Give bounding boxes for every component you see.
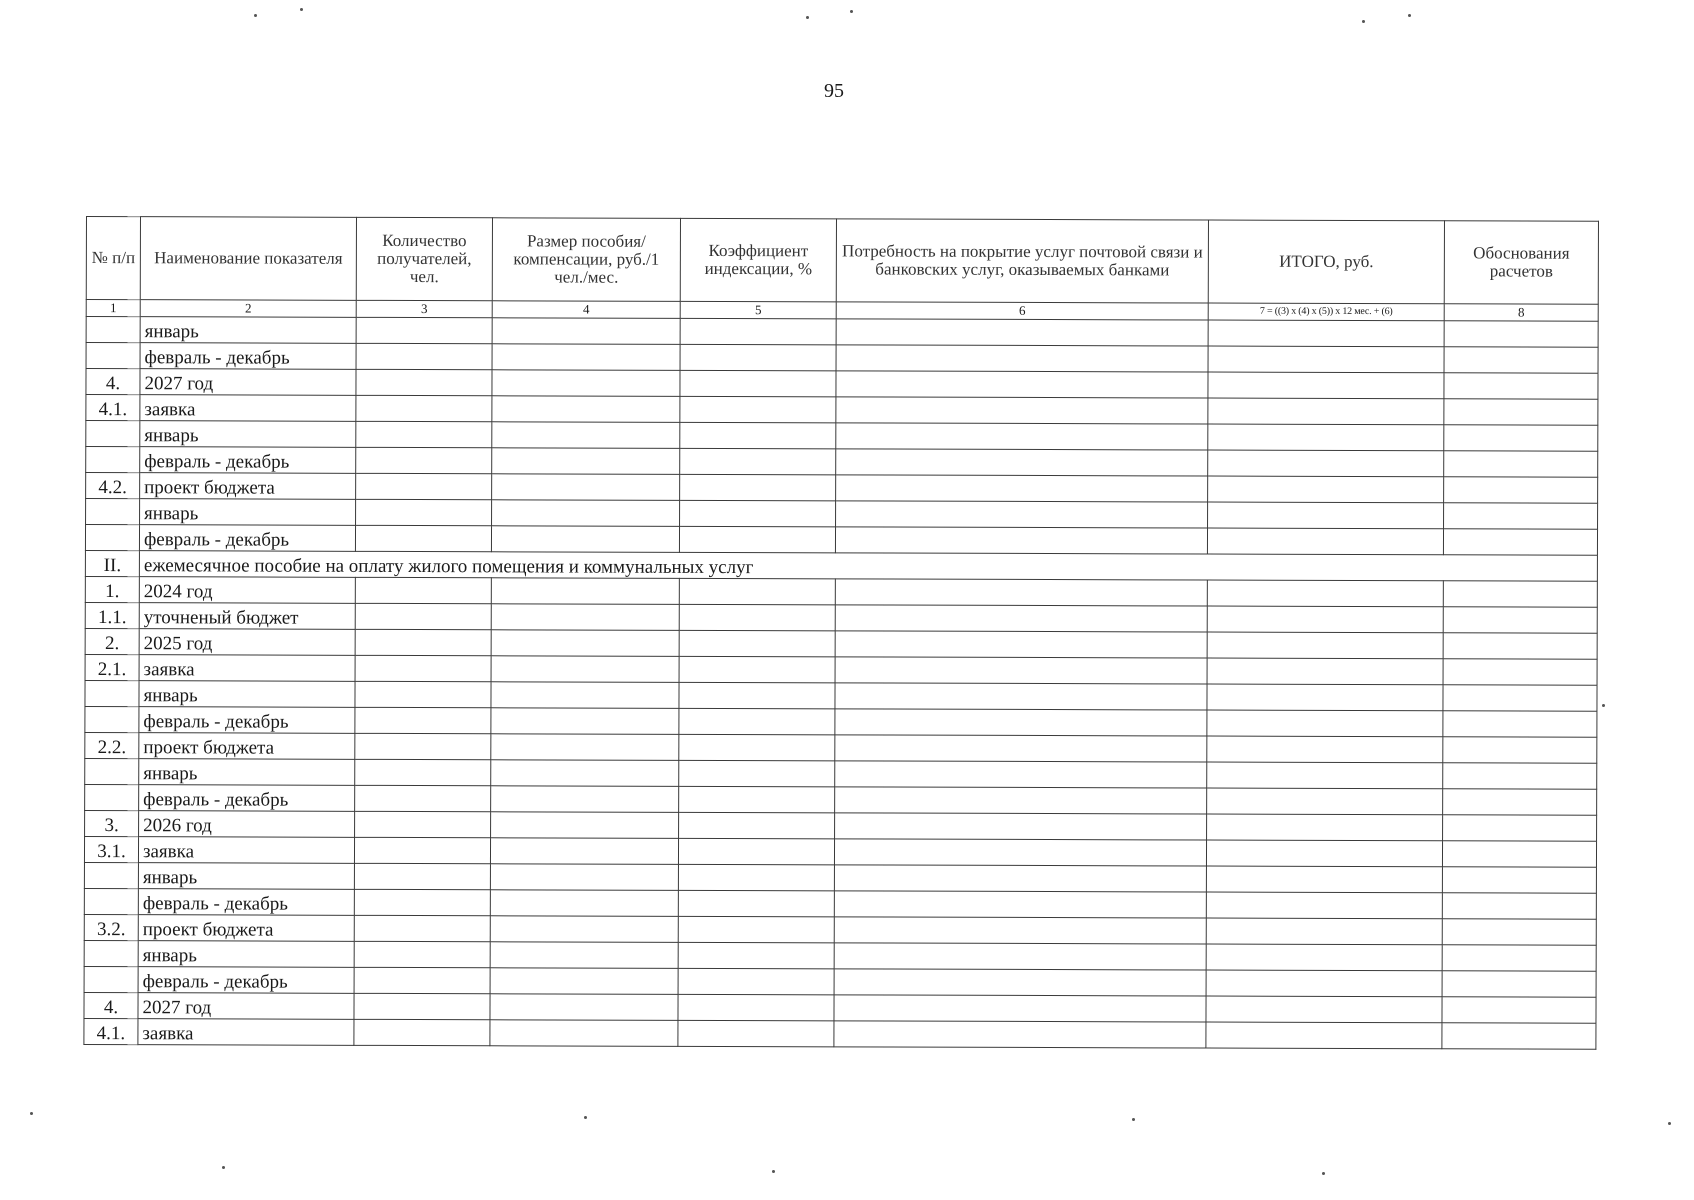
empty-value-cell bbox=[1208, 424, 1444, 451]
row-number-cell: 2.1. bbox=[85, 654, 139, 680]
empty-value-cell bbox=[1206, 866, 1442, 893]
empty-value-cell bbox=[491, 760, 679, 787]
indicator-name-cell: февраль - декабрь bbox=[139, 525, 355, 552]
empty-value-cell bbox=[836, 475, 1208, 502]
empty-value-cell bbox=[1207, 684, 1443, 711]
header-cell: Размер пособия/компенсации, руб./1 чел./мес. bbox=[492, 218, 680, 302]
empty-value-cell bbox=[354, 889, 490, 915]
column-number: 8 bbox=[1444, 304, 1598, 321]
table-row bbox=[84, 1018, 1596, 1049]
empty-value-cell bbox=[491, 786, 679, 813]
indicator-name-cell: январь bbox=[140, 317, 356, 344]
empty-value-cell bbox=[835, 631, 1207, 658]
empty-value-cell bbox=[679, 734, 835, 760]
row-number-cell: 3.1. bbox=[84, 836, 138, 862]
header-row bbox=[86, 217, 1598, 305]
budget-calculation-table bbox=[83, 216, 1599, 1050]
empty-value-cell bbox=[834, 839, 1206, 866]
empty-value-cell bbox=[680, 370, 836, 396]
empty-value-cell bbox=[354, 863, 490, 889]
empty-value-cell bbox=[836, 371, 1208, 398]
empty-value-cell bbox=[356, 421, 492, 447]
empty-value-cell bbox=[679, 708, 835, 734]
scan-speck bbox=[1602, 704, 1605, 707]
empty-value-cell bbox=[680, 448, 836, 474]
empty-value-cell bbox=[678, 942, 834, 968]
indicator-name-cell: проект бюджета bbox=[138, 915, 354, 942]
empty-value-cell bbox=[680, 344, 836, 370]
empty-value-cell bbox=[836, 397, 1208, 424]
empty-value-cell bbox=[355, 707, 491, 733]
row-number-cell bbox=[85, 525, 139, 551]
empty-value-cell bbox=[355, 785, 491, 811]
row-number-cell: 1.1. bbox=[85, 602, 139, 628]
empty-value-cell bbox=[355, 759, 491, 785]
empty-value-cell bbox=[1442, 867, 1596, 893]
empty-value-cell bbox=[492, 500, 680, 527]
empty-value-cell bbox=[1208, 476, 1444, 503]
empty-value-cell bbox=[491, 578, 679, 605]
empty-value-cell bbox=[355, 655, 491, 681]
indicator-name-cell: 2027 год bbox=[138, 993, 354, 1020]
indicator-name-cell: январь bbox=[140, 499, 356, 526]
table-body bbox=[84, 317, 1598, 1050]
empty-value-cell bbox=[356, 395, 492, 421]
empty-value-cell bbox=[356, 499, 492, 525]
empty-value-cell bbox=[835, 787, 1207, 814]
empty-value-cell bbox=[1443, 737, 1597, 763]
empty-value-cell bbox=[490, 942, 678, 969]
row-number-cell bbox=[86, 447, 140, 473]
empty-value-cell bbox=[355, 603, 491, 629]
empty-value-cell bbox=[492, 448, 680, 475]
empty-value-cell bbox=[356, 317, 492, 343]
empty-value-cell bbox=[1442, 971, 1596, 997]
empty-value-cell bbox=[354, 993, 490, 1019]
empty-value-cell bbox=[679, 604, 835, 630]
indicator-name-cell: февраль - декабрь bbox=[140, 343, 356, 370]
section-title-cell: ежемесячное пособие на оплату жилого помещения и коммунальных услуг bbox=[139, 551, 1597, 582]
scan-speck bbox=[584, 1116, 587, 1119]
empty-value-cell bbox=[354, 967, 490, 993]
empty-value-cell bbox=[834, 891, 1206, 918]
empty-value-cell bbox=[356, 369, 492, 395]
empty-value-cell bbox=[679, 630, 835, 656]
empty-value-cell bbox=[354, 837, 490, 863]
empty-value-cell bbox=[679, 786, 835, 812]
empty-value-cell bbox=[1206, 996, 1442, 1023]
empty-value-cell bbox=[356, 343, 492, 369]
empty-value-cell bbox=[491, 526, 679, 553]
row-number-cell: 4. bbox=[84, 992, 138, 1018]
empty-value-cell bbox=[834, 995, 1206, 1022]
scan-speck bbox=[1668, 1122, 1671, 1125]
empty-value-cell bbox=[355, 525, 491, 551]
empty-value-cell bbox=[490, 916, 678, 943]
scan-speck bbox=[30, 1112, 33, 1115]
empty-value-cell bbox=[355, 681, 491, 707]
empty-value-cell bbox=[836, 423, 1208, 450]
indicator-name-cell: февраль - декабрь bbox=[138, 967, 354, 994]
empty-value-cell bbox=[678, 1020, 834, 1046]
indicator-name-cell: 2027 год bbox=[140, 369, 356, 396]
empty-value-cell bbox=[1206, 1022, 1442, 1049]
scan-speck bbox=[300, 8, 303, 11]
row-number-cell: 3. bbox=[85, 810, 139, 836]
row-number-cell: 4. bbox=[86, 369, 140, 395]
empty-value-cell bbox=[1208, 502, 1444, 529]
empty-value-cell bbox=[836, 319, 1208, 346]
row-number-cell bbox=[84, 862, 138, 888]
empty-value-cell bbox=[834, 865, 1206, 892]
row-number-cell bbox=[86, 317, 140, 343]
empty-value-cell bbox=[1442, 945, 1596, 971]
header-cell: Коэффициент индексации, % bbox=[680, 218, 836, 301]
empty-value-cell bbox=[1207, 580, 1443, 607]
scan-speck bbox=[1132, 1118, 1135, 1121]
empty-value-cell bbox=[835, 813, 1207, 840]
indicator-name-cell: заявка bbox=[140, 395, 356, 422]
empty-value-cell bbox=[1444, 347, 1598, 373]
indicator-name-cell: февраль - декабрь bbox=[140, 447, 356, 474]
empty-value-cell bbox=[492, 396, 680, 423]
indicator-name-cell: январь bbox=[139, 681, 355, 708]
column-number: 2 bbox=[140, 300, 356, 318]
scan-speck bbox=[1322, 1172, 1325, 1175]
column-number-formula: 7 = ((3) x (4) x (5)) x 12 мес. + (6) bbox=[1208, 303, 1444, 321]
indicator-name-cell: январь bbox=[140, 421, 356, 448]
column-number: 3 bbox=[356, 300, 492, 317]
empty-value-cell bbox=[1208, 320, 1444, 347]
row-number-cell bbox=[86, 343, 140, 369]
empty-value-cell bbox=[1443, 607, 1597, 633]
table-row bbox=[85, 550, 1597, 581]
column-number: 1 bbox=[86, 300, 140, 317]
empty-value-cell bbox=[835, 761, 1207, 788]
header-cell: ИТОГО, руб. bbox=[1208, 220, 1444, 304]
column-number: 6 bbox=[836, 302, 1208, 320]
empty-value-cell bbox=[1442, 997, 1596, 1023]
scan-speck bbox=[772, 1170, 775, 1173]
row-number-cell: II. bbox=[85, 550, 139, 576]
header-cell: Обоснования расчетов bbox=[1444, 221, 1598, 304]
indicator-name-cell: заявка bbox=[139, 655, 355, 682]
row-number-cell: 1. bbox=[85, 576, 139, 602]
row-number-cell bbox=[84, 966, 138, 992]
header-cell: № п/п bbox=[86, 217, 140, 300]
empty-value-cell bbox=[1207, 658, 1443, 685]
empty-value-cell bbox=[836, 345, 1208, 372]
indicator-name-cell: заявка bbox=[138, 837, 354, 864]
row-number-cell: 3.2. bbox=[84, 914, 138, 940]
row-number-cell bbox=[85, 680, 139, 706]
indicator-name-cell: февраль - декабрь bbox=[138, 889, 354, 916]
empty-value-cell bbox=[1207, 736, 1443, 763]
scan-speck bbox=[850, 10, 853, 13]
empty-value-cell bbox=[490, 838, 678, 865]
scan-speck bbox=[222, 1166, 225, 1169]
empty-value-cell bbox=[835, 735, 1207, 762]
empty-value-cell bbox=[679, 812, 835, 838]
empty-value-cell bbox=[1442, 841, 1596, 867]
indicator-name-cell: февраль - декабрь bbox=[139, 785, 355, 812]
row-number-cell: 4.1. bbox=[84, 1018, 138, 1044]
empty-value-cell bbox=[1443, 581, 1597, 607]
empty-value-cell bbox=[678, 864, 834, 890]
empty-value-cell bbox=[836, 449, 1208, 476]
empty-value-cell bbox=[490, 1020, 678, 1047]
empty-value-cell bbox=[1443, 763, 1597, 789]
empty-value-cell bbox=[1443, 659, 1597, 685]
empty-value-cell bbox=[1208, 398, 1444, 425]
empty-value-cell bbox=[1442, 893, 1596, 919]
empty-value-cell bbox=[1444, 425, 1598, 451]
row-number-cell: 2. bbox=[85, 628, 139, 654]
empty-value-cell bbox=[1208, 346, 1444, 373]
empty-value-cell bbox=[491, 734, 679, 761]
empty-value-cell bbox=[1207, 710, 1443, 737]
empty-value-cell bbox=[1443, 789, 1597, 815]
empty-value-cell bbox=[835, 709, 1207, 736]
row-number-cell bbox=[85, 784, 139, 810]
indicator-name-cell: 2026 год bbox=[139, 811, 355, 838]
empty-value-cell bbox=[1206, 944, 1442, 971]
scan-speck bbox=[1362, 20, 1365, 23]
empty-value-cell bbox=[835, 579, 1207, 606]
scan-speck bbox=[1408, 14, 1411, 17]
empty-value-cell bbox=[1207, 814, 1443, 841]
empty-value-cell bbox=[834, 1021, 1206, 1048]
empty-value-cell bbox=[680, 422, 836, 448]
header-cell: Потребность на покрытие услуг почтовой связи и банковских услуг, оказываемых банками bbox=[836, 219, 1208, 303]
row-number-cell bbox=[85, 758, 139, 784]
empty-value-cell bbox=[490, 864, 678, 891]
empty-value-cell bbox=[355, 577, 491, 603]
empty-value-cell bbox=[679, 578, 835, 604]
empty-value-cell bbox=[354, 941, 490, 967]
empty-value-cell bbox=[491, 630, 679, 657]
empty-value-cell bbox=[491, 812, 679, 839]
empty-value-cell bbox=[1443, 633, 1597, 659]
empty-value-cell bbox=[490, 968, 678, 995]
empty-value-cell bbox=[1442, 919, 1596, 945]
empty-value-cell bbox=[834, 943, 1206, 970]
indicator-name-cell: февраль - декабрь bbox=[139, 707, 355, 734]
page-number: 95 bbox=[824, 80, 844, 102]
empty-value-cell bbox=[1207, 762, 1443, 789]
empty-value-cell bbox=[1206, 892, 1442, 919]
row-number-cell bbox=[86, 499, 140, 525]
empty-value-cell bbox=[678, 890, 834, 916]
empty-value-cell bbox=[492, 344, 680, 371]
empty-value-cell bbox=[1444, 321, 1598, 347]
empty-value-cell bbox=[1443, 711, 1597, 737]
empty-value-cell bbox=[835, 527, 1207, 554]
empty-value-cell bbox=[1206, 970, 1442, 997]
empty-value-cell bbox=[355, 733, 491, 759]
empty-value-cell bbox=[680, 396, 836, 422]
empty-value-cell bbox=[1443, 529, 1597, 555]
indicator-name-cell: уточненый бюджет bbox=[139, 603, 355, 630]
empty-value-cell bbox=[1207, 632, 1443, 659]
empty-value-cell bbox=[1443, 685, 1597, 711]
empty-value-cell bbox=[1444, 503, 1598, 529]
empty-value-cell bbox=[1442, 1023, 1596, 1049]
empty-value-cell bbox=[491, 604, 679, 631]
empty-value-cell bbox=[835, 683, 1207, 710]
indicator-name-cell: январь bbox=[138, 941, 354, 968]
empty-value-cell bbox=[1208, 372, 1444, 399]
empty-value-cell bbox=[491, 656, 679, 683]
empty-value-cell bbox=[1444, 451, 1598, 477]
indicator-name-cell: проект бюджета bbox=[139, 733, 355, 760]
column-number: 4 bbox=[492, 301, 680, 319]
empty-value-cell bbox=[678, 838, 834, 864]
empty-value-cell bbox=[680, 318, 836, 344]
empty-value-cell bbox=[834, 969, 1206, 996]
empty-value-cell bbox=[1444, 373, 1598, 399]
empty-value-cell bbox=[1206, 840, 1442, 867]
empty-value-cell bbox=[354, 915, 490, 941]
header-cell: Наименование показателя bbox=[140, 217, 356, 301]
empty-value-cell bbox=[1207, 528, 1443, 555]
column-number: 5 bbox=[680, 301, 836, 318]
row-number-cell: 4.1. bbox=[86, 395, 140, 421]
empty-value-cell bbox=[492, 370, 680, 397]
indicator-name-cell: январь bbox=[139, 759, 355, 786]
empty-value-cell bbox=[492, 422, 680, 449]
row-number-cell bbox=[84, 888, 138, 914]
empty-value-cell bbox=[491, 682, 679, 709]
empty-value-cell bbox=[1444, 399, 1598, 425]
empty-value-cell bbox=[490, 994, 678, 1021]
indicator-name-cell: проект бюджета bbox=[140, 473, 356, 500]
row-number-cell bbox=[84, 940, 138, 966]
empty-value-cell bbox=[836, 501, 1208, 528]
row-number-cell bbox=[85, 706, 139, 732]
empty-value-cell bbox=[1444, 477, 1598, 503]
empty-value-cell bbox=[491, 708, 679, 735]
empty-value-cell bbox=[679, 682, 835, 708]
empty-value-cell bbox=[492, 318, 680, 345]
empty-value-cell bbox=[1208, 450, 1444, 477]
empty-value-cell bbox=[834, 917, 1206, 944]
empty-value-cell bbox=[678, 968, 834, 994]
empty-value-cell bbox=[354, 1019, 490, 1045]
empty-value-cell bbox=[679, 760, 835, 786]
empty-value-cell bbox=[356, 447, 492, 473]
header-cell: Количество получателей, чел. bbox=[356, 217, 492, 300]
row-number-cell: 4.2. bbox=[86, 473, 140, 499]
empty-value-cell bbox=[680, 474, 836, 500]
empty-value-cell bbox=[1207, 606, 1443, 633]
indicator-name-cell: январь bbox=[138, 863, 354, 890]
row-number-cell: 2.2. bbox=[85, 732, 139, 758]
indicator-name-cell: 2024 год bbox=[139, 577, 355, 604]
empty-value-cell bbox=[355, 811, 491, 837]
empty-value-cell bbox=[1207, 788, 1443, 815]
empty-value-cell bbox=[492, 474, 680, 501]
empty-value-cell bbox=[1443, 815, 1597, 841]
scan-speck bbox=[806, 16, 809, 19]
empty-value-cell bbox=[679, 526, 835, 552]
indicator-name-cell: 2025 год bbox=[139, 629, 355, 656]
scan-speck bbox=[254, 14, 257, 17]
empty-value-cell bbox=[1206, 918, 1442, 945]
empty-value-cell bbox=[835, 605, 1207, 632]
indicator-name-cell: заявка bbox=[138, 1019, 354, 1046]
empty-value-cell bbox=[678, 994, 834, 1020]
empty-value-cell bbox=[835, 657, 1207, 684]
empty-value-cell bbox=[678, 916, 834, 942]
empty-value-cell bbox=[355, 629, 491, 655]
empty-value-cell bbox=[490, 890, 678, 917]
empty-value-cell bbox=[680, 500, 836, 526]
row-number-cell bbox=[86, 421, 140, 447]
empty-value-cell bbox=[356, 473, 492, 499]
empty-value-cell bbox=[679, 656, 835, 682]
